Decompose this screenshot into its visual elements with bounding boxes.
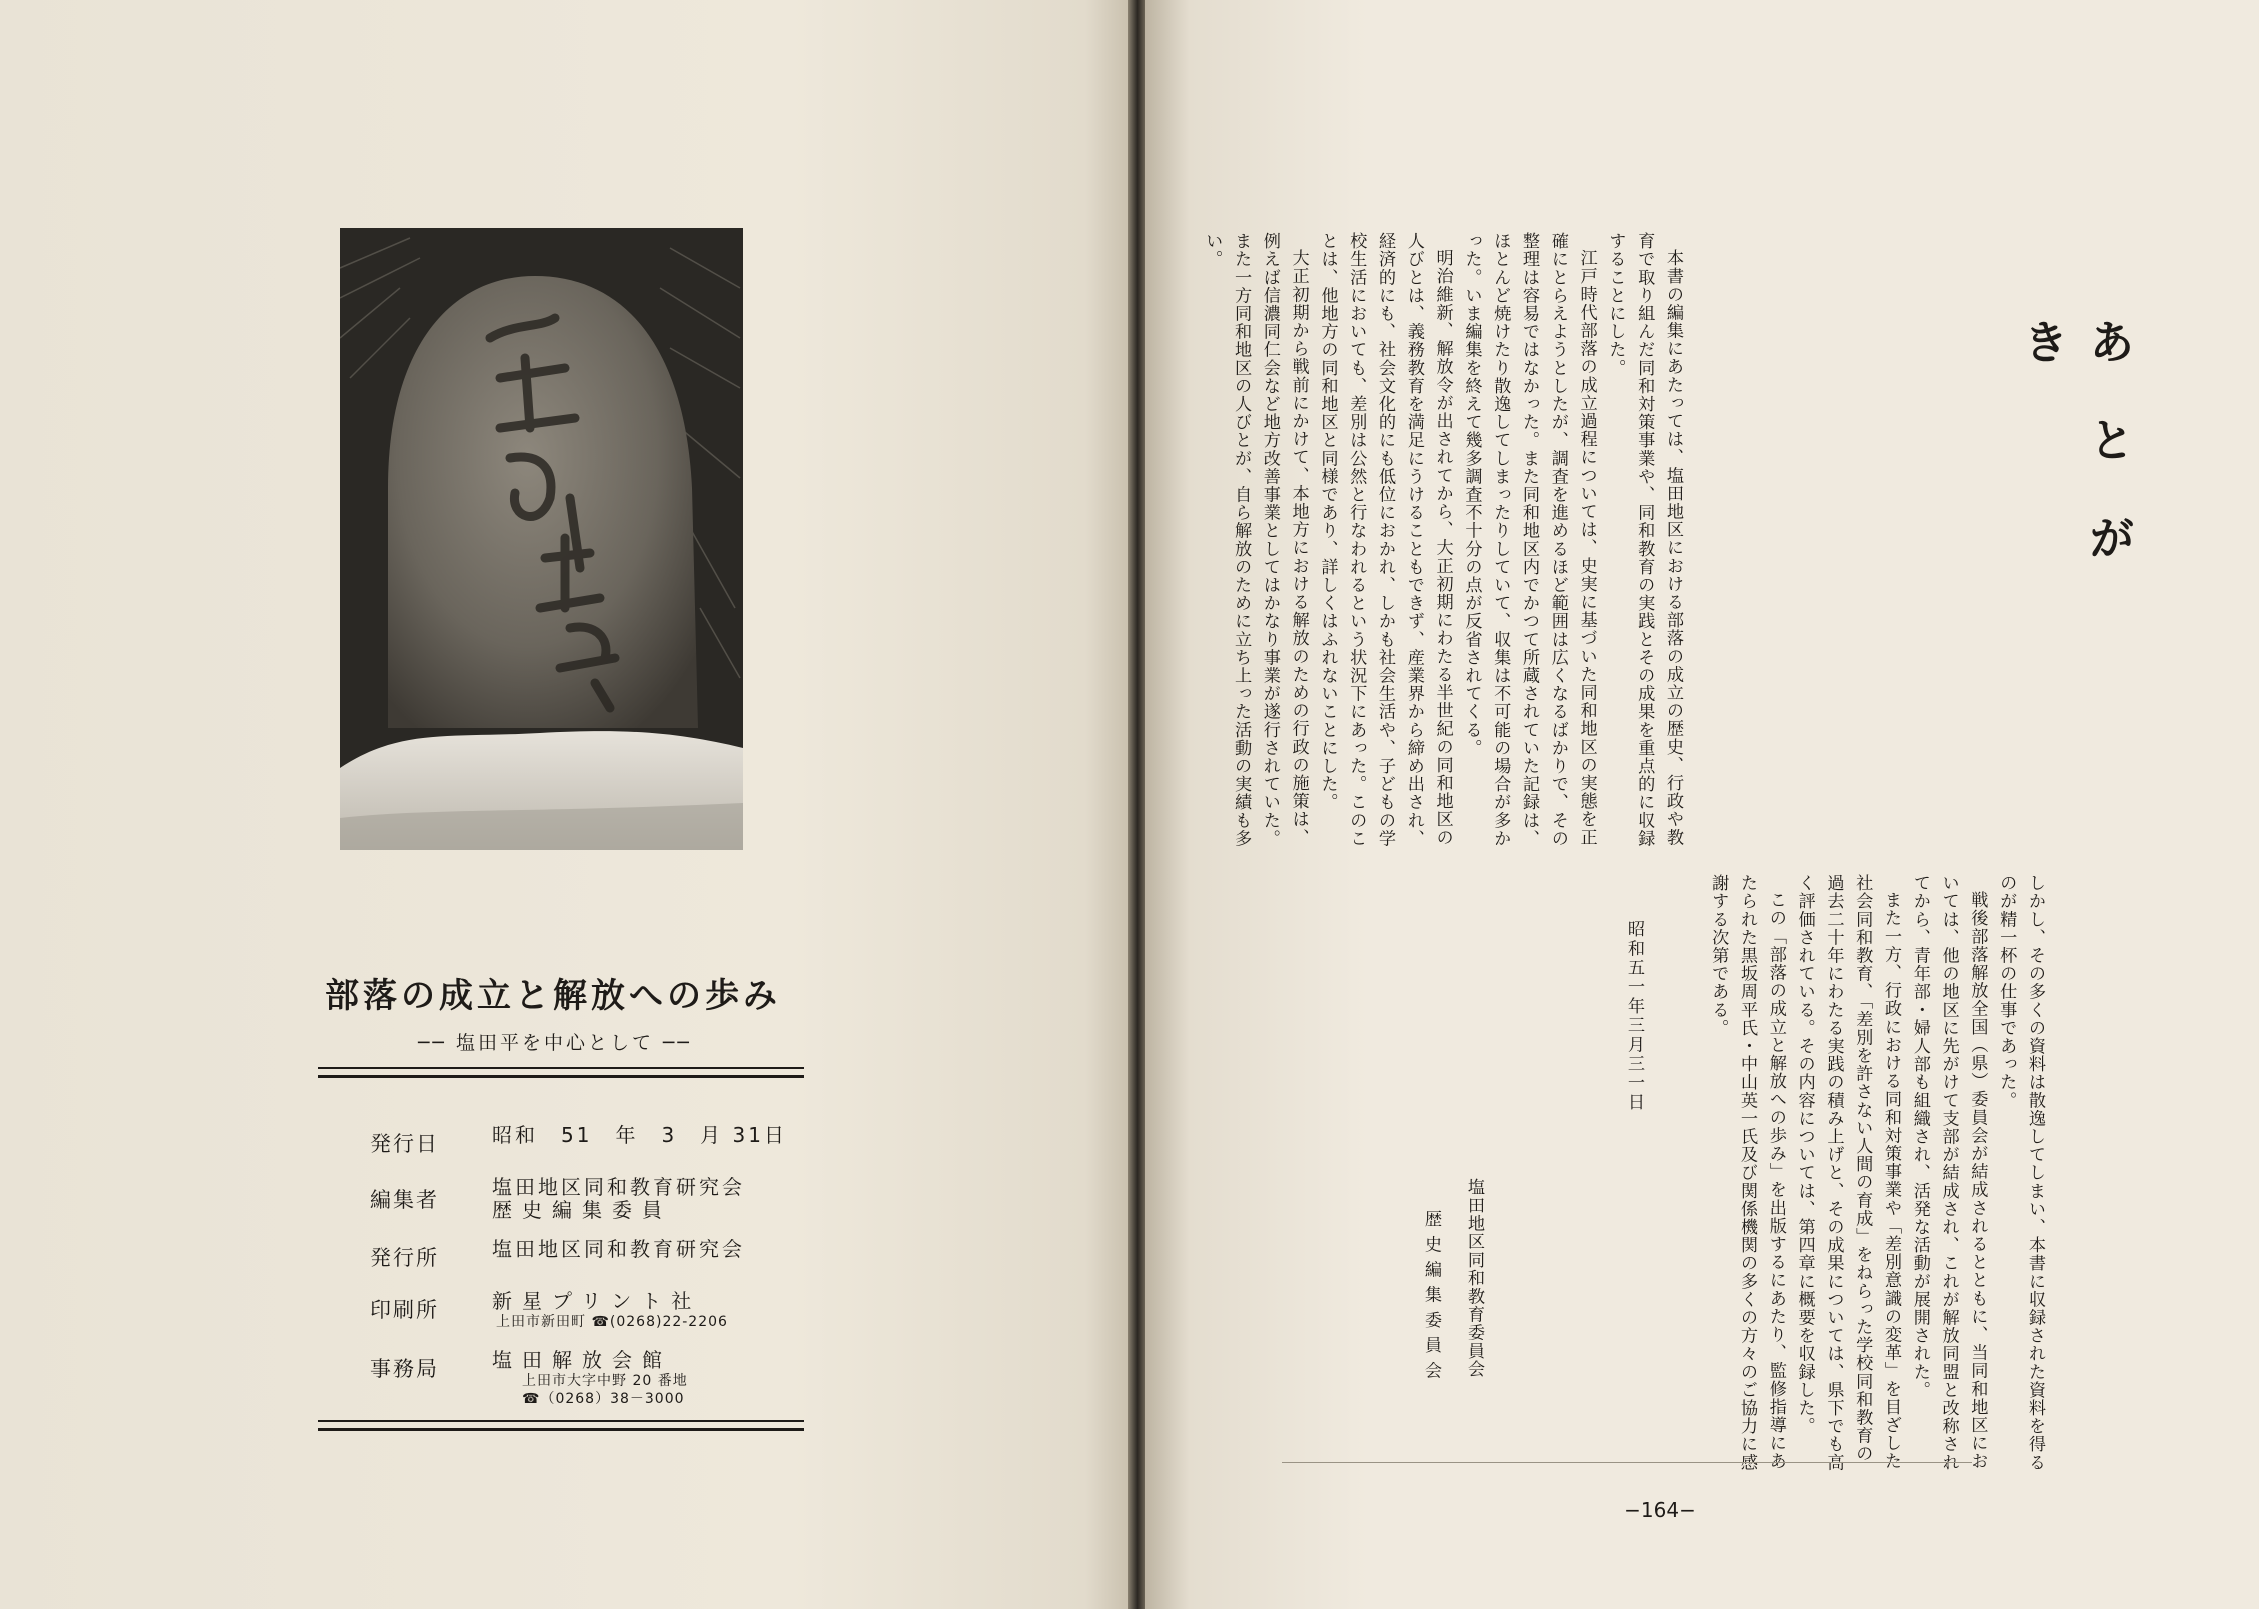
colophon-label: 印刷所 [370,1298,439,1322]
colophon-label: 編集者 [370,1188,439,1212]
footer-rule [1282,1462,1972,1463]
stone-monument-photo [340,228,743,850]
afterword-heading: あとがき [2016,318,2136,612]
top-double-rule [318,1067,804,1078]
colophon-value: 新星プリント社 [492,1289,702,1313]
colophon-label: 発行日 [370,1132,439,1156]
colophon-subvalue: 上田市新田町 ☎(0268)22-2206 [496,1314,728,1330]
colophon-value: 昭和 51 年 3 月 31日 [492,1123,787,1147]
afterword-date: 昭和五一年三月三一日 [1624,920,1644,1112]
signature-committee: 歴史編集委員会 [1421,1210,1441,1387]
colophon-subvalue: 上田市大字中野 20 番地 [522,1373,688,1389]
bottom-double-rule [318,1420,804,1431]
colophon-row-date [370,1124,790,1158]
colophon-label: 発行所 [370,1246,439,1270]
paragraph: 江戸時代部落の成立過程については、史実に基づいた同和地区の実態を正確にとらえようとしたが、調査を進めるほど範囲は広くなるばかりで、その整理は容易ではなかった。また同和地区内でかつて所蔵されていた記録は、ほとんど焼けたり散逸してしまったりしていて、収集は不可能の場合が多かった。いま編集を終えて幾多調査不十分の点が反省されてくる。 [1461,232,1597,848]
paragraph: 明治維新、解放令が出されてから、大正初期にわたる半世紀の同和地区の人びとは、義務教育を満足にうけることもできず、産業界から締め出され、経済的にも、社会文化的にも低位におかれ、しかも社会生活や、子どもの学校生活においても、差別は公然と行なわれるという状況下にあった。このことは、他地方の同和地区と同様であり、詳しくはふれないことにした。 [1317,232,1453,848]
colophon-value: 歴史編集委員 [492,1198,672,1222]
colophon-subvalue: ☎（0268）38－3000 [522,1391,685,1407]
paragraph: 本書の編集にあたっては、塩田地区における部落の成立の歴史、行政や教育で取り組んだ同和対策事業や、同和教育の実践とその成果を重点的に収録することにした。 [1605,232,1683,848]
page-number: −164− [1624,1498,1696,1522]
afterword-body-upper [1197,232,1687,850]
colophon-row-editor [370,1176,790,1222]
book-title: 部落の成立と解放への歩み [325,976,781,1016]
signature-organization: 塩田地区同和教育委員会 [1464,1178,1484,1379]
colophon-label: 事務局 [370,1357,439,1381]
paragraph: また一方、行政における同和対策事業や「差別意識の変革」を目ざした社会同和教育、「差別を許さない人間の育成」をねらった学校同和教育の過去二十年にわたる実践の積み上げと、その成果については、県下でも高く評価されている。その内容については、第四章に概要を収録した。 [1794,874,1902,1472]
colophon [370,1124,790,1408]
colophon-row-publisher [370,1238,790,1272]
paragraph: しかし、その多くの資料は散逸してしまい、本書に収録された資料を得るのが精一杯の仕事であった。 [1996,874,2045,1472]
colophon-row-printer [370,1290,790,1331]
colophon-value: 塩田解放会館 [492,1348,672,1372]
afterword-body-lower [1703,874,2049,1472]
colophon-value: 塩田地区同和教育研究会 [492,1175,745,1199]
colophon-row-office [370,1349,790,1408]
book-subtitle: ── 塩田平を中心として ── [418,1032,692,1054]
paragraph: 戦後部落解放全国（県）委員会が結成されるとともに、当同和地区においては、他の地区に先がけて支部が結成され、これが解放同盟と改称されてから、青年部・婦人部も組織され、活発な活動が展開された。 [1909,874,1988,1472]
colophon-value: 塩田地区同和教育研究会 [492,1237,745,1261]
paragraph: この「部落の成立と解放への歩み」を出版するにあたり、監修指導にあたられた黒坂周平氏・中山英一氏及び関係機関の多くの方々のご協力に感謝する次第である。 [1708,874,1786,1472]
paragraph: 大正初期から戦前にかけて、本地方における解放のための行政の施策は、例えば信濃同仁会など地方改善事業としてはかなり事業が遂行されていた。また一方同和地区の人びとが、自ら解放のために立ち上った活動の実績も多い。 [1202,232,1309,848]
